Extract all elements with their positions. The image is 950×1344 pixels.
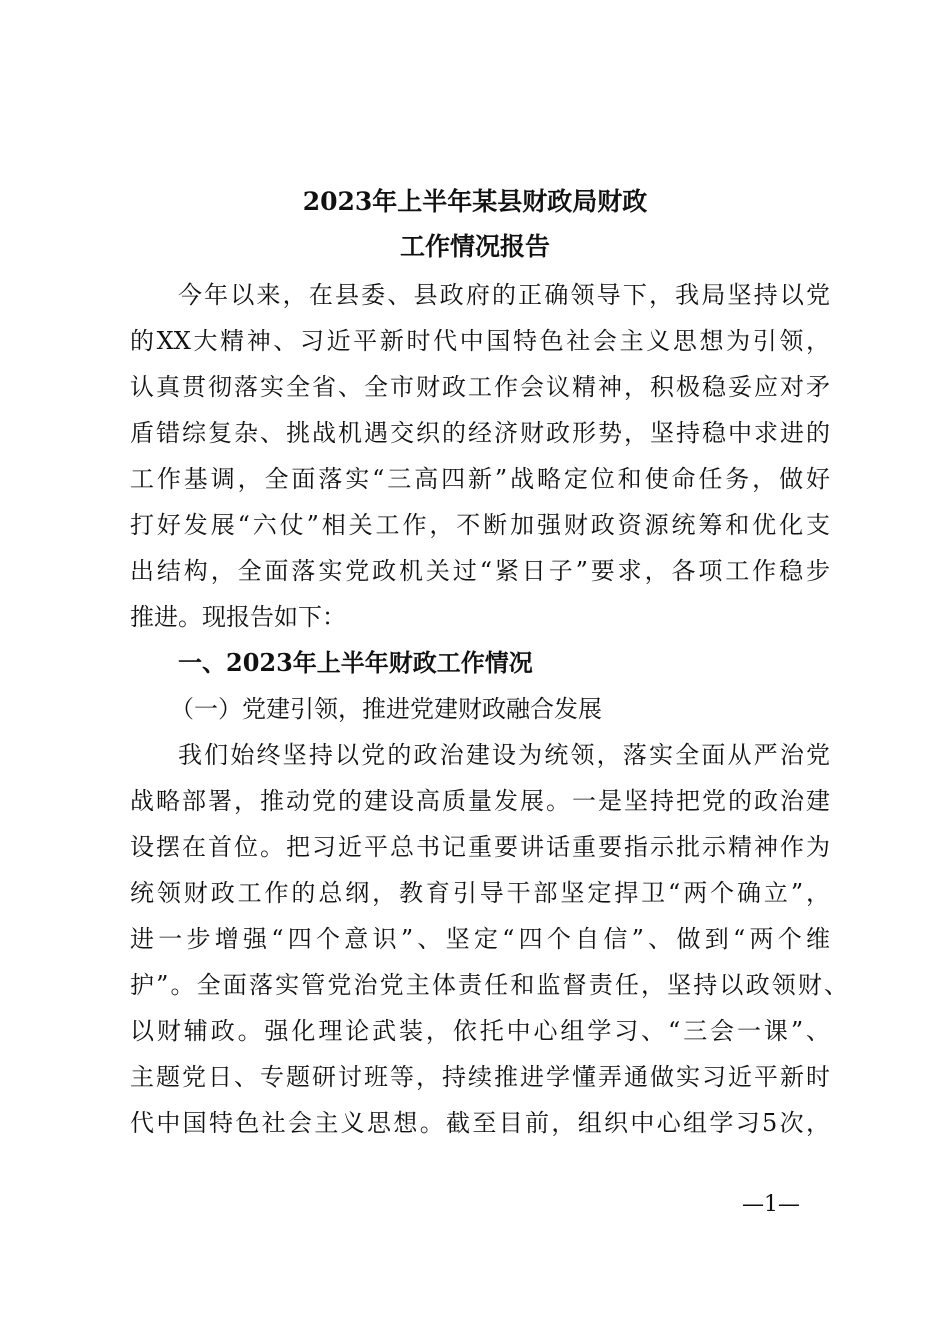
document-title-line-2: 工作情况报告 bbox=[399, 232, 550, 261]
intro-paragraph-line: 盾错综复杂、挑战机遇交织的经济财政形势，坚持稳中求进的 bbox=[130, 419, 830, 447]
page-number: —1— bbox=[742, 1192, 800, 1217]
intro-paragraph-line: 今年以来，在县委、县政府的正确领导下，我局坚持以党 bbox=[178, 281, 830, 309]
body-paragraph-line: 我们始终坚持以党的政治建设为统领，落实全面从严治党 bbox=[178, 741, 830, 769]
body-paragraph-line: 进一步增强“四个意识”、坚定“四个自信”、做到“两个维 bbox=[130, 925, 830, 953]
intro-paragraph-line: 的XX大精神、习近平新时代中国特色社会主义思想为引领， bbox=[130, 327, 830, 355]
body-paragraph-line: 统领财政工作的总纲，教育引导干部坚定捍卫“两个确立”， bbox=[130, 879, 830, 907]
intro-paragraph-line: 出结构，全面落实党政机关过“紧日子”要求，各项工作稳步 bbox=[130, 557, 830, 585]
body-paragraph-line: 主题党日、专题研讨班等，持续推进学懂弄通做实习近平新时 bbox=[130, 1063, 830, 1091]
section-heading: 一、2023年上半年财政工作情况 bbox=[178, 648, 533, 677]
body-paragraph-line: 护”。全面落实管党治党主体责任和监督责任，坚持以政领财、 bbox=[130, 971, 848, 999]
intro-paragraph-line: 打好发展“六仗”相关工作，不断加强财政资源统筹和优化支 bbox=[130, 511, 830, 539]
intro-paragraph-line: 工作基调，全面落实“三高四新”战略定位和使命任务，做好 bbox=[130, 465, 830, 493]
subsection-heading: （一）党建引领，推进党建财政融合发展 bbox=[170, 695, 602, 723]
body-paragraph-line: 代中国特色社会主义思想。截至目前，组织中心组学习5次， bbox=[130, 1109, 830, 1137]
intro-paragraph-line: 推进。现报告如下： bbox=[130, 603, 346, 631]
body-paragraph-line: 设摆在首位。把习近平总书记重要讲话重要指示批示精神作为 bbox=[130, 833, 830, 861]
body-paragraph-line: 以财辅政。强化理论武装，依托中心组学习、“三会一课”、 bbox=[130, 1017, 830, 1045]
intro-paragraph-line: 认真贯彻落实全省、全市财政工作会议精神，积极稳妥应对矛 bbox=[130, 373, 830, 401]
document-title-line-1: 2023年上半年某县财政局财政 bbox=[302, 187, 648, 216]
body-paragraph-line: 战略部署，推动党的建设高质量发展。一是坚持把党的政治建 bbox=[130, 787, 830, 815]
